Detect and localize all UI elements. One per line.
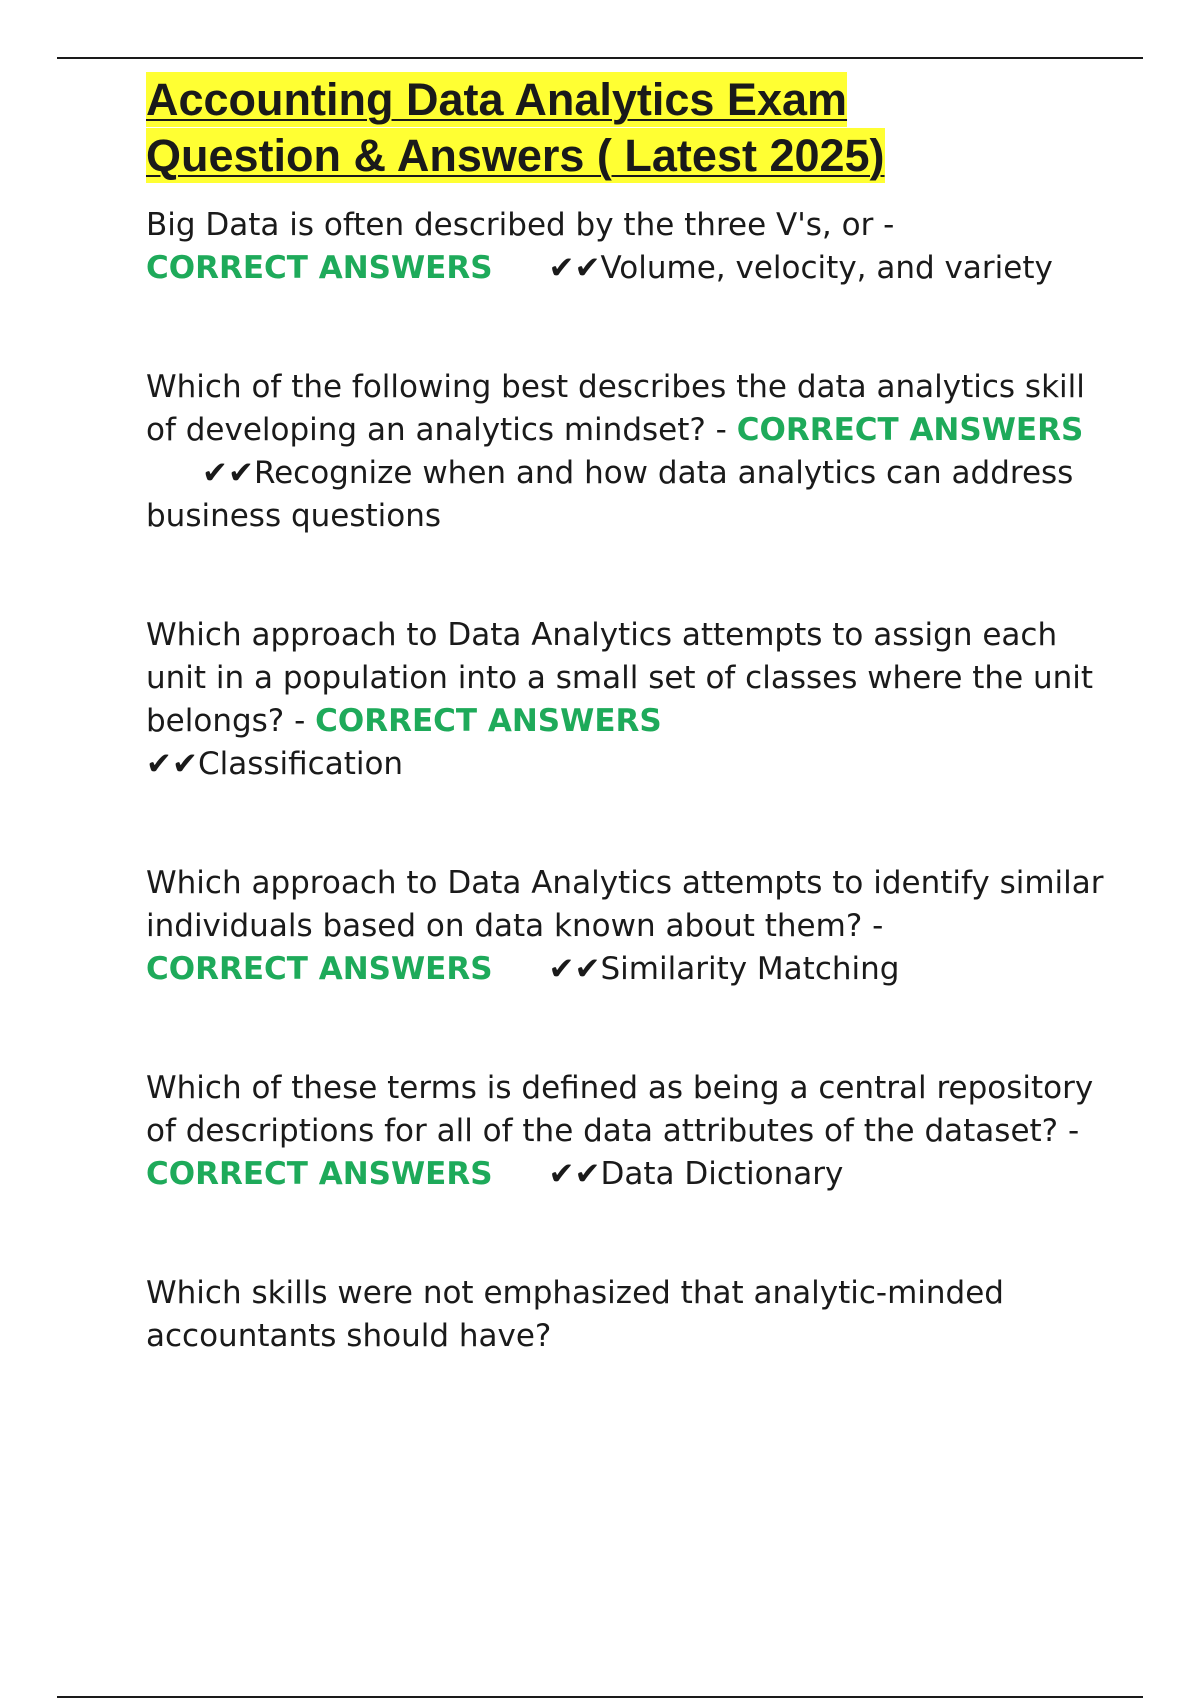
document-title [146, 72, 1106, 184]
check-marks-icon: ✔✔ [548, 951, 601, 987]
document-body [146, 72, 1106, 1358]
check-marks-icon: ✔✔ [146, 746, 198, 782]
question-text: Which approach to Data Analytics attempts to assign each unit in a population into a small set of classes where the unit belongs? - [146, 617, 1094, 739]
answer-text: Volume, velocity, and variety [600, 250, 1053, 286]
title-line-2: Question & Answers ( Latest 2025) [146, 130, 885, 181]
answer-text: Data Dictionary [600, 1156, 844, 1192]
bottom-rule [57, 1696, 1143, 1698]
correct-answers-label: CORRECT ANSWERS [146, 250, 493, 286]
question-text: Which skills were not emphasized that analytic-minded accountants should have? [146, 1275, 1004, 1354]
question-text: Which of the following best describes the data analytics skill of developing an analytics mindset? - [146, 369, 1085, 448]
answer-text: Classification [197, 746, 404, 782]
answer-text: Similarity Matching [600, 951, 900, 987]
qa-item-1 [146, 204, 1106, 290]
question-text: Which approach to Data Analytics attempts to identify similar individuals based on data known about them? - [146, 865, 1104, 944]
qa-item-2 [146, 366, 1106, 538]
correct-answers-label: CORRECT ANSWERS [146, 951, 493, 987]
question-text: Which of these terms is defined as being a central repository of descriptions for all of the data attributes of the dataset? - [146, 1070, 1094, 1149]
correct-answers-label: CORRECT ANSWERS [146, 1156, 493, 1192]
qa-item-4 [146, 862, 1106, 991]
qa-item-6 [146, 1272, 1106, 1358]
correct-answers-label: CORRECT ANSWERS [315, 703, 662, 739]
top-rule [57, 57, 1143, 59]
check-marks-icon: ✔✔ [548, 250, 601, 286]
check-marks-icon: ✔✔ [202, 455, 254, 491]
question-text: Big Data is often described by the three V's, or - [146, 207, 895, 243]
qa-item-3 [146, 614, 1106, 786]
answer-text: Recognize when and how data analytics can address business questions [146, 455, 1074, 534]
title-line-1: Accounting Data Analytics Exam [146, 74, 848, 125]
check-marks-icon: ✔✔ [548, 1156, 601, 1192]
qa-item-5 [146, 1067, 1106, 1196]
correct-answers-label: CORRECT ANSWERS [736, 412, 1084, 448]
